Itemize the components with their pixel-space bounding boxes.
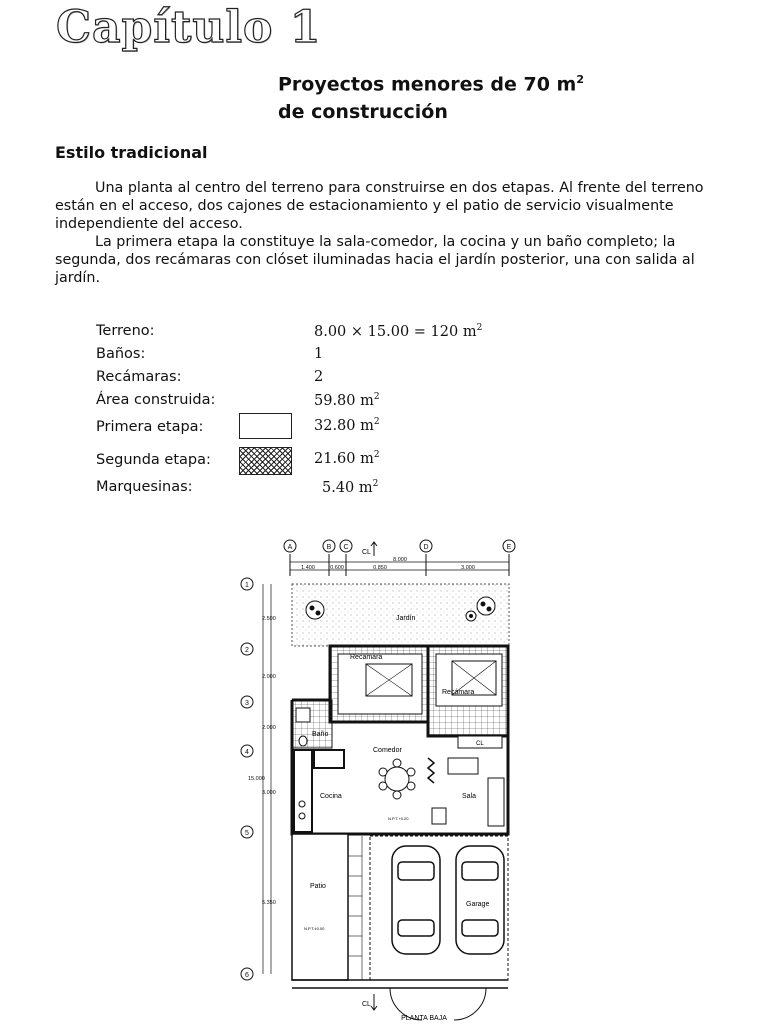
- axis-label-5: 5: [245, 830, 249, 837]
- axis-label-4: 4: [245, 749, 249, 756]
- spec-sup: 2: [373, 450, 380, 460]
- dim-left-2: 2.000: [262, 674, 276, 680]
- shower-icon: [296, 708, 310, 722]
- spec-value-text: 8.00 × 15.00 = 120 m: [314, 323, 477, 340]
- legend-plain-swatch: [239, 413, 292, 439]
- dim-left-4: 3.000: [262, 790, 276, 796]
- axis-label-d: D: [423, 544, 429, 551]
- spec-value-text: 5.40 m: [322, 479, 373, 496]
- room-living: Sala: [462, 793, 477, 800]
- room-garage: Garage: [466, 901, 490, 908]
- top-dimensions: [290, 562, 509, 570]
- spec-label: Segunda etapa:: [96, 452, 211, 468]
- spec-value: [322, 479, 378, 496]
- spec-value: [314, 323, 482, 340]
- dim-top-1: 1.400: [301, 565, 315, 571]
- axis-label-e: E: [506, 544, 512, 551]
- spec-label: Baños:: [96, 346, 146, 362]
- dining-table-icon: [379, 759, 415, 799]
- body-text: [55, 179, 715, 287]
- title-superscript: 2: [576, 73, 584, 86]
- level-patio: N.P.T.±0.00: [304, 926, 325, 931]
- spec-label: Terreno:: [96, 323, 155, 339]
- room-kitchen: Cocina: [320, 793, 342, 800]
- dim-left-total: 15.000: [248, 776, 265, 782]
- spec-value-text: 59.80 m: [314, 392, 374, 409]
- spec-label: Recámaras:: [96, 369, 182, 385]
- floor-plan-drawing: [230, 536, 530, 1024]
- spec-label: Marquesinas:: [96, 479, 193, 495]
- axis-label-2: 2: [245, 647, 249, 654]
- room-bath: Baño: [312, 731, 329, 738]
- dim-top-2: 0.600: [330, 565, 344, 571]
- axis-label-1: 1: [245, 582, 249, 589]
- sofa-icon: [448, 758, 478, 774]
- dim-left-1: 2.500: [262, 616, 276, 622]
- room-bedroom-1: Recámara: [350, 654, 383, 661]
- spec-value: [314, 450, 380, 467]
- axis-label-c: C: [343, 544, 349, 551]
- cl-bottom-label: CL: [362, 1001, 371, 1008]
- axis-label-b: B: [326, 544, 332, 551]
- plan-caption: PLANTA BAJA: [401, 1015, 447, 1022]
- dim-left-3: 2.000: [262, 725, 276, 731]
- spec-sup: 2: [373, 417, 380, 427]
- level-interior: N.P.T.+0.20: [388, 816, 409, 821]
- room-bedroom-2: Recámara: [442, 689, 475, 696]
- patio-area: [292, 834, 348, 980]
- page-title: [278, 66, 584, 126]
- axis-label-3: 3: [245, 700, 249, 707]
- axis-label-6: 6: [245, 972, 249, 979]
- paragraph-1: Una planta al centro del terreno para construirse en dos etapas. Al frente del terreno están en el acceso, dos cajones de estacionamiento y el patio de servicio visualmente independiente del acceso.: [55, 180, 704, 232]
- spec-value: 2: [314, 369, 324, 385]
- spec-value-text: 21.60 m: [314, 450, 374, 467]
- chapter-label: Capítulo 1: [56, 2, 322, 53]
- room-garden: Jardín: [396, 615, 416, 622]
- front-fence: [292, 980, 508, 988]
- spec-label: Primera etapa:: [96, 419, 204, 435]
- spec-sup: 2: [372, 479, 379, 489]
- dim-top-total: 8.000: [393, 557, 407, 563]
- stair-zigzag-icon: [428, 758, 434, 783]
- paragraph-2: La primera etapa la constituye la sala-comedor, la cocina y un baño completo; la segunda, dos recámaras con clóset iluminadas hacia el jardín posterior, una con salida al jardín.: [55, 234, 695, 286]
- floor-plan: [230, 536, 530, 1024]
- spec-value: [314, 417, 380, 434]
- spec-sup: 2: [476, 323, 483, 333]
- cl-arrow-icon: [371, 542, 377, 556]
- spec-value-text: 32.80 m: [314, 417, 374, 434]
- dim-top-3: 0.850: [373, 565, 387, 571]
- access-steps: [348, 836, 362, 980]
- kitchen-counter: [294, 750, 312, 832]
- spec-label: Área construida:: [96, 392, 216, 408]
- legend-hatched-swatch: [239, 447, 292, 475]
- dim-left-5: 5.350: [262, 900, 276, 906]
- spec-value: 1: [314, 346, 324, 362]
- cl-top-label: CL: [362, 549, 371, 556]
- cl-bottom-arrow-icon: [371, 994, 377, 1010]
- section-title: Estilo tradicional: [55, 143, 208, 162]
- spec-sup: 2: [373, 392, 380, 402]
- toilet-icon: [299, 736, 307, 746]
- title-line-2: de construcción: [278, 101, 448, 124]
- room-dining: Comedor: [373, 747, 402, 754]
- axis-label-a: A: [287, 544, 293, 551]
- spec-value: [314, 392, 380, 409]
- room-patio: Patio: [310, 883, 326, 890]
- title-line-1: Proyectos menores de 70 m: [278, 73, 577, 96]
- bathroom: [292, 700, 332, 748]
- dim-top-4: 3.000: [461, 565, 475, 571]
- room-closet: CL: [476, 741, 484, 747]
